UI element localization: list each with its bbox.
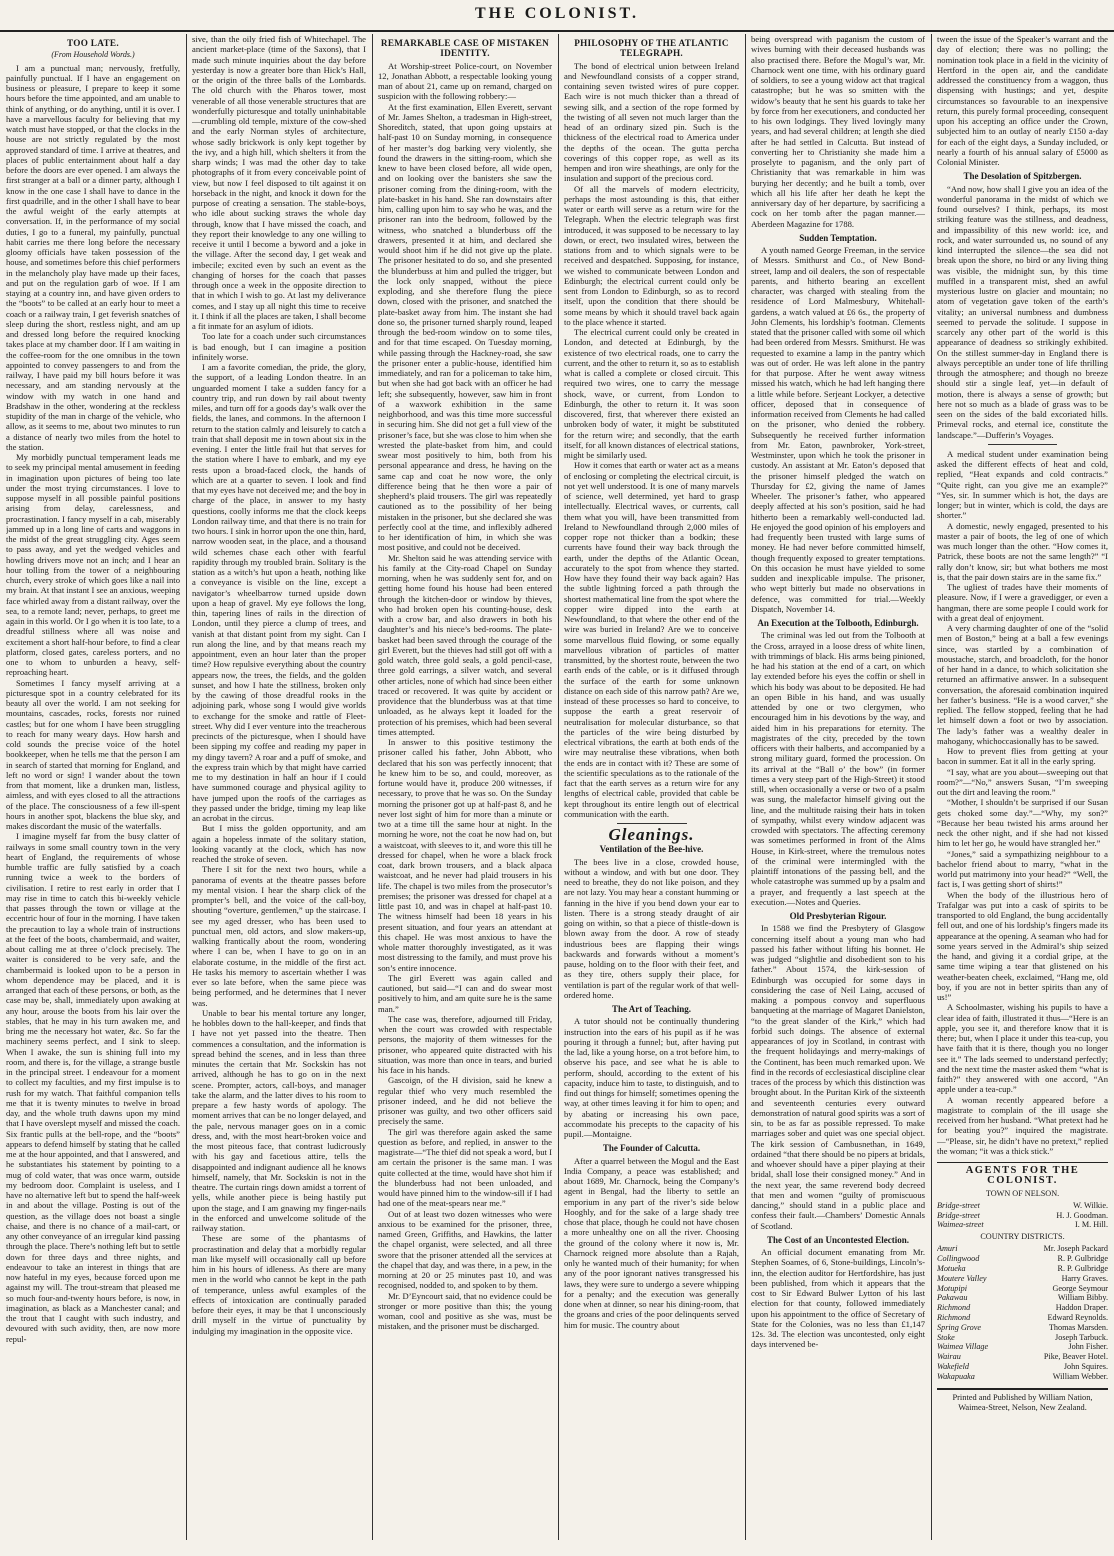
article-title: The Cost of an Uncontested Election.	[767, 1234, 909, 1245]
paragraph: The bees live in a close, crowded house, without a window, and with but one door. They need to breathe, they do not like poison, and they are not lazy. You may hear a constant humming or fanning in the hive if you bend down your ear to listen. There is a strong steady draught of air going on within, so that a piece of thistle-down is blown away from the door. A row of steady industrious bees are flapping their wings backwards and forwards without a moment’s pause, holding on to the floor with their feet, and as they tire, others supply their place, for ventilation is part of the regular work of that well-ordered home.	[564, 856, 739, 1000]
agent-row	[937, 1352, 1108, 1362]
column-rule	[558, 34, 559, 1540]
paragraph: Sometimes I fancy myself arriving at a picturesque spot in a country celebrated for its beauty all over the world. I am not seeking for mountains, cascades, rocks, forests nor ruined castles; but for one whom I have been struggling to reach for many weary days. How harsh and cold sounds the precise voice of the hotel bookkeeper, when he tells me that the person I am in search of started that morning for England, and left no word or sign! I wander about the town from that moment, like a drunken man, listless, aimless, and with eyes closed to all the attractions of the place. The consciousness of a few ill-spent hours in another spot, blackens the blue sky, and makes discordant the music of the waterfalls.	[6, 677, 180, 831]
agents-country-rows	[937, 1244, 1108, 1381]
agents-country-heading: COUNTRY DISTRICTS.	[980, 1232, 1065, 1242]
paragraph: tween the issue of the Speaker’s warrant and the day of election; there was no polling; the nomination took place in a field in the vicinity of Hertford in the open air, and the candidate addressed the constituency from a waggon, thus dispensing with hustings; and yet, despite circumstances so favourable to an inexpensive return, this purely formal proceeding, consequent upon his accepting an office under the Crown, subjected him to an outlay of nearly £150 a-day for each of the eight days, a Sunday included, or nearly a fourth of his annual salary of £5000 as Colonial Minister.	[937, 34, 1108, 167]
paragraph: Gascoign, of the H division, said he knew a regular thief who very much resembled the prisoner indeed, and he did not believe the prisoner was guilty, and two other officers said precisely the same.	[378, 1075, 552, 1127]
paragraph: I imagine myself far from the busy clatter of railways in some small country town in the very heart of England, the requirements of whose humble traffic are fully satisfied by a coach running twice a week to the borders of civilisation. I retire to rest early in order that I may rise in time to catch this bi-weekly vehicle that passes through the town or village at the eccentric hour of four in the morning. I have taken the precaution to lay a whole train of instructions at the feet of the boots, chambermaid, and waiter, about calling me at three o’clock precisely. The waiter is considered to be very safe, and the chambermaid is looked upon to be a person in whom dependence may be placed, and it is arranged that each of these persons, or both, as the case may be, shall, immediately upon awaking at any hour, arouse the boots from his lair over the stables, that he may in his turn awaken me, and bring me the necessary hot water, &c. So far the machinery seems perfect, and I sink to sleep. When I awake, the sun is shining full into my room, and there is, for the village, a strange bustle in the principal street. I endeavour for a moment to collect my faculties, and my first impulse is to rush for my watch. That faithful companion tells me that it is twenty minutes to twelve in broad day, and the whole truth dawns upon my mind that I have overslept myself and missed the coach. Six frantic pulls at the bell-rope, and the “boots” appears to defend himself by stating that he called me at the hour appointed, and that I answered, and he substantiates his statement by pointing to a mug of cold water, that was once warm, outside my bedroom door. Complaint is useless, and I have no alternative left but to spend the half-week in and about the village. Posting is out of the question, as the village does not boast a single chaise, and there is no chance of a mail-cart, or any other conveyance of an irregular kind passing through the place. There’s nothing left but to settle down for three days and three nights, and endeavour to take an interest in things that are now hateful in my eyes, because forced upon me against my will. The trout-stream that pleased me so much four-and-twenty hours before, is now, in imagination, as black as a Manchester canal; and the trout that I caught with such industry, and devoured with such avidity, then, are now more repul-	[6, 831, 180, 1344]
agent-place: Spring Grove	[937, 1322, 982, 1332]
section-heading-gleanings: Gleanings.	[608, 825, 695, 844]
agent-row	[937, 1372, 1108, 1382]
agent-place: Motueka	[937, 1263, 966, 1273]
column-rule	[931, 34, 932, 1540]
article-title: PHILOSOPHY OF THE ATLANTIC TELEGRAPH.	[574, 38, 729, 59]
paragraph: An official document emanating from Mr. Stephen Soames, of 6, Stone-buildings, Lincoln’s-inn, the election auditor for Hertfordshire, has just been published, from which it appears that the cost to Sir Edward Bulwer Lytton of his last election for that county, followed immediately upon his appointment to the office of Secretary of State for the Colonies, was no less than £1,147 12s. 3d. The election was uncontested, only eight days intervened be-	[751, 1247, 925, 1350]
article-title: The Desolation of Spitzbergen.	[963, 171, 1082, 182]
agent-row	[937, 1284, 1108, 1294]
agent-name: William Webber.	[1052, 1371, 1108, 1381]
divider	[988, 444, 1056, 445]
paragraph: The case was, therefore, adjourned till Friday, when the court was crowded with respectable persons, the majority of them witnesses for the prisoner, who appeared quite distracted with his situation, was more than once in tears, and buried his face in his hands.	[378, 1013, 552, 1075]
agent-name: Harry Graves.	[1061, 1273, 1108, 1283]
agent-row	[937, 1293, 1108, 1303]
agent-name: John Fisher.	[1068, 1342, 1108, 1352]
agent-place: Bridge-street	[937, 1200, 980, 1210]
agent-name: William Bibby.	[1057, 1293, 1108, 1303]
paragraph: A Schoolmaster, wishing his pupils to have a clear idea of faith, illustrated it thus—“Here is an apple, you see it, and therefore know that it is there; but, when I place it under this tea-cup, you have faith that it is there, though you no longer see it.” The lads seemed to understand perfectly; and the next time the master asked them “what is faith?” they answered with one accord, “An apple under a tea-cup.”	[937, 1002, 1108, 1095]
paragraph: sive, than the oily fried fish of Whitechapel. The ancient market-place (time of the Saxons), that I made such minute inquiries about the day before yesterday is now a greater bore than Hick’s Hall, or the origin of the three balls of the Lombards. The old church with the Pharos tower, most venerable of all those venerable structures that are wonderfully picturesque and totally uninhabitable—crumbling old temple, mixture of the cow-shed and the early Norman styles of architecture, whose sadly brickwork is only kept together by the ivy, and a high hill, which shelters it from the sharp winds; I was mad the other day to take photographs of it from every conceivable point of view, but now I feel disposed to tilt against it on horseback in the night, and knock it down for the purpose of creating a sensation. The stable-boys, who idle about sucking straws the whole day through, know that I have missed the coach, and they report their knowledge to any one willing to receive it until I become a byword and a joke in the village. After the second day, I get weak and imbecile; excited even by such an event as the changing of horses for the coach that passes through once a week in the opposite direction to that in which I wish to go. At last my deliverance comes, and I stay up all night this time to receive it. I think if all the places are taken, I shall become a fit inmate for an asylum of idiots.	[192, 34, 366, 331]
agent-name: George Seymour	[1052, 1283, 1108, 1293]
agent-name: H. J. Goodman.	[1056, 1210, 1108, 1220]
paragraph: The ugliest of trades have their moments of pleasure. Now, if I were a gravedigger, or even a hangman, there are some people I could work for with a great deal of enjoyment.	[937, 582, 1108, 623]
paragraph: Mr. Shelton said he was attending service with his family at the City-road Chapel on Sunday morning, when he was suddenly sent for, and on getting home found his house had been entered through the kitchen-door or window by thieves, who had broken open his counting-house, desk with a crow bar, and also drawers in both his daughter’s and his niece’s bed-rooms. The plate-basket had been saved through the courage of the girl Everett, but the thieves had still got off with a gold watch, three gold seals, a gold pencil-case, three gold earrings, a silver watch, and several other articles, none of which had since been either traced or recovered. It was quite by accident or providence that the blunderbuss was at that time unloaded, as he always kept it loaded for the protection of his premises, which had been several times attempted.	[378, 552, 552, 737]
agent-place: Wakapuaka	[937, 1371, 975, 1381]
paragraph: A woman recently appeared before a magistrate to complain of the ill usage she received from her husband. “What pretext had he for beating you?” inquired the magistrate.—“Please, sir, he didn’t have no pretext,” replied the woman; “it was a thick stick.”	[937, 1094, 1108, 1156]
agents-heading: AGENTS FOR THE COLONIST.	[965, 1165, 1080, 1187]
masthead	[0, 0, 1114, 32]
paragraph: How to prevent flies from getting at your bacon in summer. Eat it all in the early spring.	[937, 746, 1108, 767]
paragraph: In 1588 we find the Presbytery of Glasgow concerning itself about a young man who had passed his father without lifting his bonnet. He was judged “slightlie and disobedient son to his father.” About 1574, the kirk-session of Edinburgh was occupied for some days in considering the case of Neil Laing, accused of making a pompous convoy and superfluous banqueting at the marriage of Magaret Danielston, “to the great slander of the Kirk,” which had forbid such doings. The absence of external appearances of joy in Scotland, in contrast with the frequent holidayings and merry-makings of the Continent, has been much remarked upon. We find in the records of ecclesiastical discipline clear traces of the process by which this distinction was brought about. In the Puritan Kirk of the sixteenth and seventeenth centuries every outward demonstration of natural good spirits was a sort of sin, to be as far as possible repressed. To make marriages sober and quiet was one special object. The kirk session of Cambusnethan, in 1649, ordained “that there should be no pipers at bridals, and whoever should have a piper playing at their bridal, shall lose their consigned money.” And in the next year, the same reverend body decreed that men and women “guilty of promiscuous dancing,” should stand in a public place and confess their fault.—Chambers’ Domestic Annals of Scotland.	[751, 923, 925, 1231]
agent-place: Pakawau	[937, 1293, 968, 1303]
agent-place: Collingwood	[937, 1254, 980, 1264]
paragraph: Of all the marvels of modern electricity, perhaps the most astounding is this, that either water or earth will serve as a return wire for the Telegraph. When the electric telegraph was first introduced, it was supposed to be necessary to lay down, or erect, two insulated wires, between the stations from and to which signals were to be received and despatched. Supposing, for instance, we wished to communicate between London and Edinburgh; the electrical current could only be sent from London to Edinburgh, so as to record itself, upon the condition that there should be some means by which it should travel back again to the place whence it started.	[564, 183, 739, 327]
paragraph: A youth named George Freeman, in the service of Messrs. Smithurst and Co., of New Bond-street, lamp and oil dealers, the son of respectable parents, and hitherto bearing an excellent character, was charged with stealing from the residence of Lord Malmesbury, Whitehall-gardens, a watch valued at £6 6s., the property of John Clements, his lordship’s footman. Clements stated that the prisoner called with some oil which had been ordered from Messrs. Smithurst. He was requested to examine a lamp in the pantry which was out of order. He was left alone in the pantry for that purpose. After he went away witness missed his watch, which he had left hanging there a little while before. Serjeant Lockyer, a detective officer, deposed that in consequence of information received from Clements he had called on the prisoner, who denied the robbery. Subsequently he received further information from Mr. Eaton, pawnbroker, York-street, Westminster, upon which he took the prisoner in custody. An assistant at Mr. Eaton’s deposed that the prisoner himself pledged the watch on Thursday for £2, giving the name of James Wheeler. The prisoner’s father, who appeared deeply affected at his son’s position, said he had hitherto been a remarkably well-conducted lad. He enjoyed the good opinion of his employers and had frequently been trusted with large sums of money. He had never before committed himself, though frequently exposed to greater temptations. On this occasion he must have yielded to some sudden and inexplicable impulse. The prisoner, who wept bitterly but made no observations in defence, was committed for trial.—Weekly Dispatch, November 14.	[751, 245, 925, 614]
agent-name: I. M. Hill.	[1075, 1220, 1108, 1230]
paragraph: But I miss the golden opportunity, and am again a hopeless inmate of the solitary station, looking vacantly at the clock, which has now reached the stroke of seven.	[192, 823, 366, 864]
paragraph: A very charming daughter of one of the “solid men of Boston,” being at a ball a few evenings since, was startled by a combination of moustache, starch, and broadcloth, for the honor of her hand in a dance, to which solicitation she returned an affirmative answer. In a subsequent conversation, the aforesaid combination inquired her father’s business. “He is a wood carver,” she replied. The fellow stopped, feeling that he had let himself down a foot or two by association. The lady’s father was a wealthy dealer in mahogany, whichoccasionally has to be sawed.	[937, 623, 1108, 746]
divider	[617, 823, 687, 824]
agent-row	[937, 1201, 1108, 1211]
paragraph: When the body of the illustrious hero of Trafalgar was put into a cask of spirits to be transported to old England, the bung accidentally fell out, and one of his lordship’s fingers made its appearance at the opening. A seaman who had for some years served in the Admiral’s ship seized the hand, and giving it a cordial gripe, at the same time wiping a tear that glistened on his weather-beaten cheek, exclaimed, “Hang me, old boy, if you are not in better spirits than any of us!”	[937, 889, 1108, 1002]
agent-row	[937, 1362, 1108, 1372]
paragraph: After a quarrel between the Mogul and the East India Company, a peace was established; and about 1689, Mr. Charnock, being the Company’s agent in Bengal, had the liberty to settle an emporium in any part of the river’s side below Hooghly, and for the sake of a large shady tree chose that place, though he could not have chosen a more unhealthy one on all the river. Choosing the ground of the colony where it now is, Mr. Charnock reigned more absolute than a Rajah, only he wanted much of their humanity; for when any of the poor ignorant natives transgressed his laws, they were sure to undergo a severe whipping for a penalty; and the execution was generally done when at dinner, so near his dining-room, that the groans and cries of the poor delinquents served him for music. The country about	[564, 1155, 739, 1330]
agent-row	[937, 1313, 1108, 1323]
column-rule	[745, 34, 746, 1540]
paragraph: The electrical current could only be created in London, and detected at Edinburgh, by the existence of two electrical roads, one to carry the current, and the other to return it, so as to establish what is called a complete or closed circuit. This required two wires, one to carry the message shock, wave, or current, from London to Edinburgh, the other to return it. It was soon discovered, first, that wherever there existed an unbroken body of water, it might be substituted for the return wire; and secondly, that the earth itself, for all known distances of electrical stations, might be similarly used.	[564, 327, 739, 460]
agent-name: Joseph Tarbuck.	[1055, 1332, 1108, 1342]
agent-place: Stoke	[937, 1332, 955, 1342]
agent-row	[937, 1220, 1108, 1230]
agent-row	[937, 1211, 1108, 1221]
paragraph: There I sit for the next two hours, while a panorama of events at the theatre passes before my mental vision. I hear the sharp click of the prompter’s bell, and the voice of the call-boy, shouting “overture, gentlemen,” up the staircase. I see my aged dresser, who has been used to punctual men, old actors, and slow makers-up, walking frantically about the room, wondering where I can be, when I have to go on in an elaborate costume, in the middle of the first act. He tasks his memory to ascertain whether I was ever so late before, when the same piece was being performed, and he determines that I never was.	[192, 864, 366, 1008]
agent-name: John Squires.	[1063, 1361, 1108, 1371]
paragraph: A tutor should not be continually thundering instruction into the ears of his pupil as if he was pouring it through a funnel; but, after having put the lad, like a young horse, on a trot before him, to observe his pace, and see what he is able to perform, should, according to the extent of his capacity, induce him to taste, to distinguish, and to find out things for himself; sometimes opening the way, at other times leaving it for him to open; and by abating or increasing his own pace, accommodate his precepts to the capacity of his pupil.—Montaigne.	[564, 1016, 739, 1139]
paragraph: In answer to this positive testimony the prisoner called his father, John Abbott, who declared that his son was perfectly innocent; that he knew him to be so, and could, moreover, as fortune would have it, produce 200 witnesses, if necessary, to prove that he was so. On the Sunday morning the prisoner got up at half-past 8, and he never lost sight of him for more than a minute or two at a time till the same hour at night. In the morning he wore, not the coat he now had on, but a waistcoat, with sleeves to it, and wore this till he dressed for chapel, when he wore a black frock coat, dark brown trousers, and a black alpaca waistcoat, and he never had plaid trousers in his life. The chapel is two miles from the prosecutor’s premises; the prisoner was dressed for chapel at a little past 10, and was in chapel at half-past 10. The witness himself had been 18 years in his present situation, and four years an attendant at this chapel. He was most anxious to have the whole matter thoroughly investigated, as it was most distressing to the family, and must prove his son’s entire innocence.	[378, 737, 552, 973]
agent-place: Waimea Village	[937, 1342, 989, 1352]
column-1	[6, 34, 180, 1540]
agent-row	[937, 1303, 1108, 1313]
paragraph: At the first examination, Ellen Everett, servant of Mr. James Shelton, a tradesman in High-street, Shoreditch, stated, that upon going upstairs at half-past 10 on Sunday morning, in consequence of her master’s dog barking very violently, she found the drawers in the sitting-room, which she knew to have been closed before, all wide open, and on looking over the banisters she saw the prisoner coming from the dining-room, with the plate-basket in his hand. She ran downstairs after him, calling upon him to say who he was, and the prisoner ran into the bedroom, followed by the witness, who snatched a blunderbuss off the drawers, presented it at him, and declared she would shoot him if he did not give up the plate. The prisoner hesitated to do so, and she presented the blunderbuss at him and pulled the trigger, but the lock only snapped, without the piece exploding, and she therefore flung the piece down, closed with the prisoner, and snatched the plate-basket away from him. The instant she had done so, the prisoner turned sharply round, leaped through the bed-room window on to some tiles, and for that time escaped. On Tuesday morning, while passing through the Hackney-road, she saw the prisoner enter a public-house, identified him immediately, and ran for a policeman to take him, but when she had got back with an officer he had left; she subsequently, however, saw him in front of a waxwork exhibition in the same neighborhood, and was this time more successful in securing him. She did not get a full view of the prisoner’s face, but she was close to him when she wrested the plate-basket from him, and could swear most positively to him, both from his personal appearance and dress, he having on the same cap and coat he now wore, the only difference being that he then wore a pair of shepherd’s plaid trousers. The girl was repeatedly cautioned as to the possibility of her being mistaken in the prisoner, but she declared she was perfectly cool at the time, and inflexibly adhered to her identification of him, in which she was most positive, and could not be deceived.	[378, 101, 552, 553]
article-title: Ventilation of the Bee-hive.	[599, 844, 704, 855]
agent-place: Richmond	[937, 1312, 971, 1322]
agent-name: Thomas Marsden.	[1048, 1322, 1108, 1332]
agent-place: Bridge-street	[937, 1210, 980, 1220]
article-source: (From Household Words.)	[51, 50, 135, 60]
column-6	[937, 34, 1108, 1540]
agent-row	[937, 1274, 1108, 1284]
paragraph: Unable to bear his mental torture any longer, he hobbles down to the hall-keeper, and finds that I have not yet passed into the theatre. Then commences a consultation, and the information is spread behind the scenes, and in less than three minutes the certain that Mr. Sockskin has not arrived, although he has to go on in the next scene. Prompter, actors, call-boys, and manager take the alarm, and the latter dives to his room to prepare a few hasty words of apology. The moment arrives that can be no longer delayed, and the pale, nervous manager goes on in a comic dress, and, with the most heart-broken voice and the most piteous face, that contrast ludicrously with his gay and facetious attire, tells the disappointed and indignant audience all he knows himself, namely, that Mr. Sockskin is not in the theatre. The curtain rings down amidst a torrent of yells, while another piece is being hastily put upon the stage, and I am gnawing my finger-nails in the enforced and unwelcome solitude of the railway station.	[192, 1007, 366, 1233]
newspaper-title: THE COLONIST.	[474, 5, 640, 22]
article-body	[6, 63, 180, 1344]
article-title: REMARKABLE CASE OF MISTAKEN IDENTITY.	[380, 38, 550, 59]
agent-place: Motupipi	[937, 1283, 968, 1293]
paragraph: My morbidly punctual temperament leads me to seek my principal mental amusement in feeding in imagination upon pictures of being too late under the most trying circumstances. I love to suppose myself in all possible painful positions arising from delay, carelessness, and procrastination. I fancy myself in a cab, miserably jammed up in a long line of carts and waggons in the midst of the great struggling city. Ages seem to pass away, and yet the wedged vehicles and howling drivers move not an inch; and I hear an hour tolling from the tower of a neighbouring church, every stroke of which goes like a nail into my brain. At that instant I see an anxious, weeping face whirled away from a distant railway, over the sea, to a remote land; never, perhaps, to greet me again in this world. Or I go when it is too late, to a dreadful stillness where all was noise and excitement a short half-hour before, to find a clear platform, closed gates, careless porters, and no one to whom to unburden a heavy, self-reproaching heart.	[6, 452, 180, 678]
article-title: The Art of Teaching.	[611, 1004, 691, 1014]
paragraph: “And now, how shall I give you an idea of the wonderful panorama in the midst of which we found ourselves? I think, perhaps, its most striking feature was the stillness, and deadness, and impassibility of this new world: ice, and rock, and water surrounded us, no sound of any kind interrupted the silence—the sea did not break upon the shore, no bird or any living thing was visible, the midnight sun, by this time muffled in a transparent mist, shed an awful mysterious lustre on glacier and mountain; no atom of vegetation gave token of the earth’s vitality; an universal numbness and dumbness seemed to pervade the solitude. I suppose in scarcely any other part of the world is this appearance of deadness so strikingly exhibited. On the stillest summer-day in England there is always perceptible an under tone of life thrilling through the atmosphere; and though no breeze should stir a single leaf, yet—in default of motion, there is always a sense of growth; but here not so much as a blade of grass was to be seen on the sides of the bald excoriated hills. Primeval rocks, and eternal ice, constitute the landscape.”—Dufferin’s Voyages.	[937, 183, 1108, 440]
agent-row	[937, 1323, 1108, 1333]
paragraph: I am a punctual man; nervously, fretfully, painfully punctual. If I have an engagement on business or pleasure, I prepare to keep it some hours before the time appointed, and am unable to think of anything, or do anything, until it is over. I have a marvellous faculty for believing that my watch must have stopped, or that the clocks in the house are not strictly regulated by the most approved standard of time. I arrive at theatres, and places of public entertainment about half a day before the doors are ever opened. I am always the first stranger at a ball or a dinner party, although I know in the one case I shall have to dance in the first quadrille, and in the other I shall have to bear the awful weight of the early attempts at conversation. If, in the performance of my social duties, I go to a funeral, my painfully, punctual habit carries me there long before the necessary gloomy officials have taken possession of the house, and sometimes before this chief performers in the melancholy play have made up their faces, and put on the regulation garb of woe. If I am staying at a country inn, and have given orders to the “boots” to be called at an early hour to meet a coach or a railway train, I get feverish snatches of sleep during the short, restless night, and am up and dressed long before the required knocking takes place at my chamber door. If I am waiting in the coffee-room for the one omnibus in the town appointed to convey passengers to and from the railway, I have paid my bill hours before it was necessary, and am standing nervously at the window with my watch in one hand and Bradshaw in the other, wondering at the reckless stupidity of the man in charge of the vehicle, who allow, as it seems to me, about two minutes to run a distance of nearly two miles from the hotel to the station.	[6, 62, 180, 452]
paragraph: The girl was therefore again asked the same question as before, and replied, in answer to the magistrate—“The thief did not speak a word, but I am certain the prisoner is the same man. I was quite collected at the time, would have shot him if the blunderbuss had not been unloaded, and would have pinned him to the window-sill if I had had one of the meat-spears near me.”	[378, 1126, 552, 1209]
agent-name: Edward Reynolds.	[1047, 1312, 1108, 1322]
agent-place: Waimea-street	[937, 1220, 984, 1230]
agent-row	[937, 1244, 1108, 1254]
paragraph: A domestic, newly engaged, presented to his master a pair of boots, the leg of one of which was much longer than the other. “How comes it, Patrick, these boots are not the same length?” “I rally don’t know, sir; but what bothers me most is, that the pair down stairs are in the same fix.”	[937, 520, 1108, 582]
column-rule	[186, 34, 187, 1540]
agent-place: Richmond	[937, 1303, 971, 1313]
column-2	[192, 34, 366, 1540]
agent-place: Moutere Valley	[937, 1273, 987, 1283]
agent-name: R. P. Gulbridge	[1057, 1254, 1108, 1264]
agent-row	[937, 1333, 1108, 1343]
article-title: The Founder of Calcutta.	[602, 1143, 701, 1154]
column-rule	[372, 34, 373, 1540]
paragraph: Out of at least two dozen witnesses who were anxious to be examined for the prisoner, three, named Green, Griffiths, and Hawkins, the latter the chapel organist, were selected, and all three swore that the prisoner attended all the services at the chapel that day, and was there, in a pew, in the morning at 20 or 25 minutes past 10, and was recognised, nodded to, and spoken to by them.	[378, 1208, 552, 1291]
paragraph: How it comes that earth or water act as a means of enclosing or completing the electrical circuit, is not yet well understood. It is one of many marvels of science, well determined, yet hard to grasp intellectually. Electrical waves, or currents, call them what you will, have been transmitted from Ireland to Newfoundland through 2,000 miles of copper rope not thicker than a bodkin; these currents have found their way back through the earth, under the depths of the Atlantic Ocean, accurately to the spot from whence they started. How have they found their way back again? Has the subtle lightning forced a path through the shortest mathematical line from the spot where the copper wire dipped into the earth at Newfoundland, to that where the other end of the wire was buried in Ireland? Are we to conceive some marvellous fluid flowing, or some equally marvellous vibration of particles of matter transmitted, by the shortest route, between the two earth ends of the cable, or is it diffused through the surface of the earth for some unknown distance on each side of this narrow path? Are we, instead of these processes so hard to conceive, to suppose the earth a great reservoir of neutralisation for molecular disturbance, so that the particles of the wire being disturbed by electrical vibrations, the earth at both ends of the wire may neutralise these vibrations, when both the ends are in contact with it? These are some of the scientific speculations as to the rationale of the fact that the earth serves as a return wire for any lengths of electrical cable, provided that cable be kept throughout its entire length out of electrical communication with the earth.	[564, 460, 739, 819]
article-title: Sudden Temptation.	[799, 232, 877, 243]
paragraph: Too late for a coach under such circumstances is bad enough, but I can imagine a position infinitely worse.	[192, 331, 366, 362]
column-3	[378, 34, 552, 1540]
paragraph: The bond of electrical union between Ireland and Newfoundland consists of a copper strand, containing seven twisted wires of pure copper. Each wire is not much thicker than a thread of sewing silk, and a section of the rope formed by the twisting of all seven not much larger than the head of an ordinary sized pin. Such is the thickness of the electrical road to America under the depths of the ocean. The gutta percha coverings of this copper rope, as well as its hempen and iron wire sheathings, are only for the insulation and support of the precious cord.	[564, 60, 739, 184]
imprint: Printed and Published by William Nation, Waimea-Street, Nelson, New Zealand.	[937, 1388, 1108, 1413]
paragraph: The girl Everett was again called and cautioned, but said—“I can and do swear most positively to him, and am quite sure he is the same man.”	[378, 972, 552, 1014]
agents-list	[937, 1162, 1108, 1382]
agent-name: W. Wilkie.	[1073, 1200, 1108, 1210]
column-5	[751, 34, 925, 1540]
paragraph: A medical student under examination being asked the different effects of heat and cold, replied, “Heat expands and cold contracts.” “Quite right, can you give me an example?” “Yes, sir. In summer which is hot, the days are longer; but in winter, which is cold, the days are shorter.”	[937, 448, 1108, 521]
agent-row	[937, 1264, 1108, 1274]
agent-place: Amuri	[937, 1244, 958, 1254]
article-title: TOO LATE.	[67, 38, 119, 48]
paragraph: Mr. D’Eyncourt said, that no evidence could be stronger or more positive than this; the young woman, cool and positive as she was, must be mistaken, and the prisoner must be discharged.	[378, 1290, 552, 1332]
paragraph: “I say, what are you about—sweeping out that room?”—“No,” answers Susan, “I’m sweeping out the dirt and leaving the room.”	[937, 766, 1108, 797]
agent-place: Wakefield	[937, 1361, 969, 1371]
agents-town-rows	[937, 1201, 1108, 1230]
paragraph: At Worship-street Police-court, on November 12, Jonathan Abbott, a respectable looking young man of about 21, came up on remand, charged on suspicion with the following robbery:—	[378, 60, 552, 102]
agent-place: Wairau	[937, 1352, 961, 1362]
agent-name: Pike, Beaver Hotel.	[1043, 1352, 1108, 1362]
agent-name: Haddon Draper.	[1055, 1303, 1108, 1313]
paragraph: These are some of the phantasms of procrastination and delay that a morbidly regular man like myself will occasionally call up before him in his hours of idleness. As there are many men in the world who cannot be kept in the path of temperance, unless awful examples of the effects of intoxication are continually paraded before their eyes, it may be that I unconsciously drill myself in the virtue of punctuality by indulging my imagination in the opposite vice.	[192, 1233, 366, 1336]
agent-name: Mr. Joseph Packard	[1043, 1244, 1108, 1254]
paragraph: I am a favorite comedian, the pride, the glory, the support, of a leading London theatre. In an unguarded moment I take a sudden fancy for a country trip, and run down by rail about twenty miles, and turn off for a goods day’s walk over the fields, the lanes, and commons. In the afternoon I return to the station calmly and leisurely to catch a train that shall deposit me in town about six in the evening. I enter the little frail hut that serves for the station where I have to embark, and my eye rests upon a broad-faced clock, the hands of which are at a quarter to seven. I look and find that my eyes have not deceived me; and the boy in charge of the place, in answer to my hasty questions, coolly informs me that the clock keeps London railway time, and that there is no train for two hours. I sink in horror upon the one thin, hard, narrow wooden seat, in the place, and a thousand wild schemes chase each other with fearful rapidity through my troubled brain. Solitary is the station as a witch’s hut upon a heath, nothing like a conveyance is visible on the line, except a navigator’s wheelbarrow turned upside down upon a heap of gravel. My eye follows the long, thin, tapering lines of rails in the direction of London, until they pierce a clump of trees, and vanish at that distant point from my sight. Can I run along the line, and by that means reach my appointment, even an hour later than the proper time? How repulsive everything about the country appears now, the trees, the fields, and the golden sunset, and how I hate the stillness, broken only by the cawing of those dreadful rooks in the adjoining park, whose song I would give worlds to exchange for the smoke and rattle of Fleet-street. Why did I ever venture into the treacherous precincts of the picturesque, when I should have been sipping my coffee and reading my paper in my dingy tavern? A roar and a puff of smoke, and the express train which by that might have carried me to my destination in half an hour if I could have summoned courage and physical agility to have jumped upon the roofs of the carriages as they passed under the bridge, timing my leap like an acrobat in the circus.	[192, 362, 366, 823]
article-title: An Execution at the Tolbooth, Edinburgh.	[757, 618, 919, 628]
paragraph: being overspread with paganism the custom of wives burning with their deceased husbands was also practised there. Before the Mogul’s war, Mr. Charnock went one time, with his ordinary guard of soldiers, to see a young widow act that tragical catastrophe; but he was so smitten with the widow’s beauty that he sent his guards to take her by force from her executioners, and conducted her to his own lodgings. They lived lovingly many years, and had several children; at length she died after he had settled in Calcutta. But instead of converting her to Christianity she made him a proselyte to paganism, and the only part of Christianity that was remarkable in him was burying her decently; and he built a tomb, over which all his life after her death he kept the anniversary day of her departure, by sacrificing a cock on her tomb after the pagan manner.—Aberdeen Magazine for 1788.	[751, 34, 925, 229]
paragraph: The criminal was led out from the Tolbooth at the Cross, arrayed in a loose dress of white linen, with trimmings of black. His arms being pinioned, he had his station at the end of a cart, on which lay extended before his eyes the coffin or shell in which his body was about to be deposited. He had an open Bible in his hand, and was usually attended by one or two clergymen, who encouraged him in his devotions by the way, and aided him in his preparations for eternity. The magistrates of the city, preceded by the town officers with their halberts, and accompanied by a strong military guard, formed the procession. On its arrival at the “Ball o’ the bow” (in former times a very steep part of the High-Street) it stood still, when occasionally a verse or two of a psalm was sung, the malefactor himself giving out the line, and the multitude raising their hats in token of sympathy, whilst every window adjacent was crowded with spectators. The affecting ceremony was sometimes performed in front of the Alms House, in Kirk-street, where the tremulous notes of the criminal were intermingled with the plaintiff intonations of the passing bell, and the whole catastrophe was summed up by a psalm and a prayer, and frequently a last speech at the execution.—Notes and Queries.	[751, 630, 925, 907]
agents-town-heading: TOWN OF NELSON.	[985, 1188, 1060, 1198]
paragraph: “Mother, I shouldn’t be surprised if our Susan gets choked some day.”—“Why, my son?” “Because her beau twisted his arms around her neck the other night, and if she had not kissed him to let her go, he would have strangled her.”	[937, 797, 1108, 849]
column-4	[564, 34, 739, 1540]
agent-row	[937, 1254, 1108, 1264]
agent-name: R. P. Gulbridge	[1057, 1263, 1108, 1273]
agent-row	[937, 1342, 1108, 1352]
paragraph: “Jones,” said a sympathizing neighbour to a bachelor friend about to marry, “what in the world put matrimony into your head?” “Well, the fact is, I was getting short of shirts!”	[937, 848, 1108, 890]
article-title: Old Presbyterian Rigour.	[789, 911, 887, 921]
